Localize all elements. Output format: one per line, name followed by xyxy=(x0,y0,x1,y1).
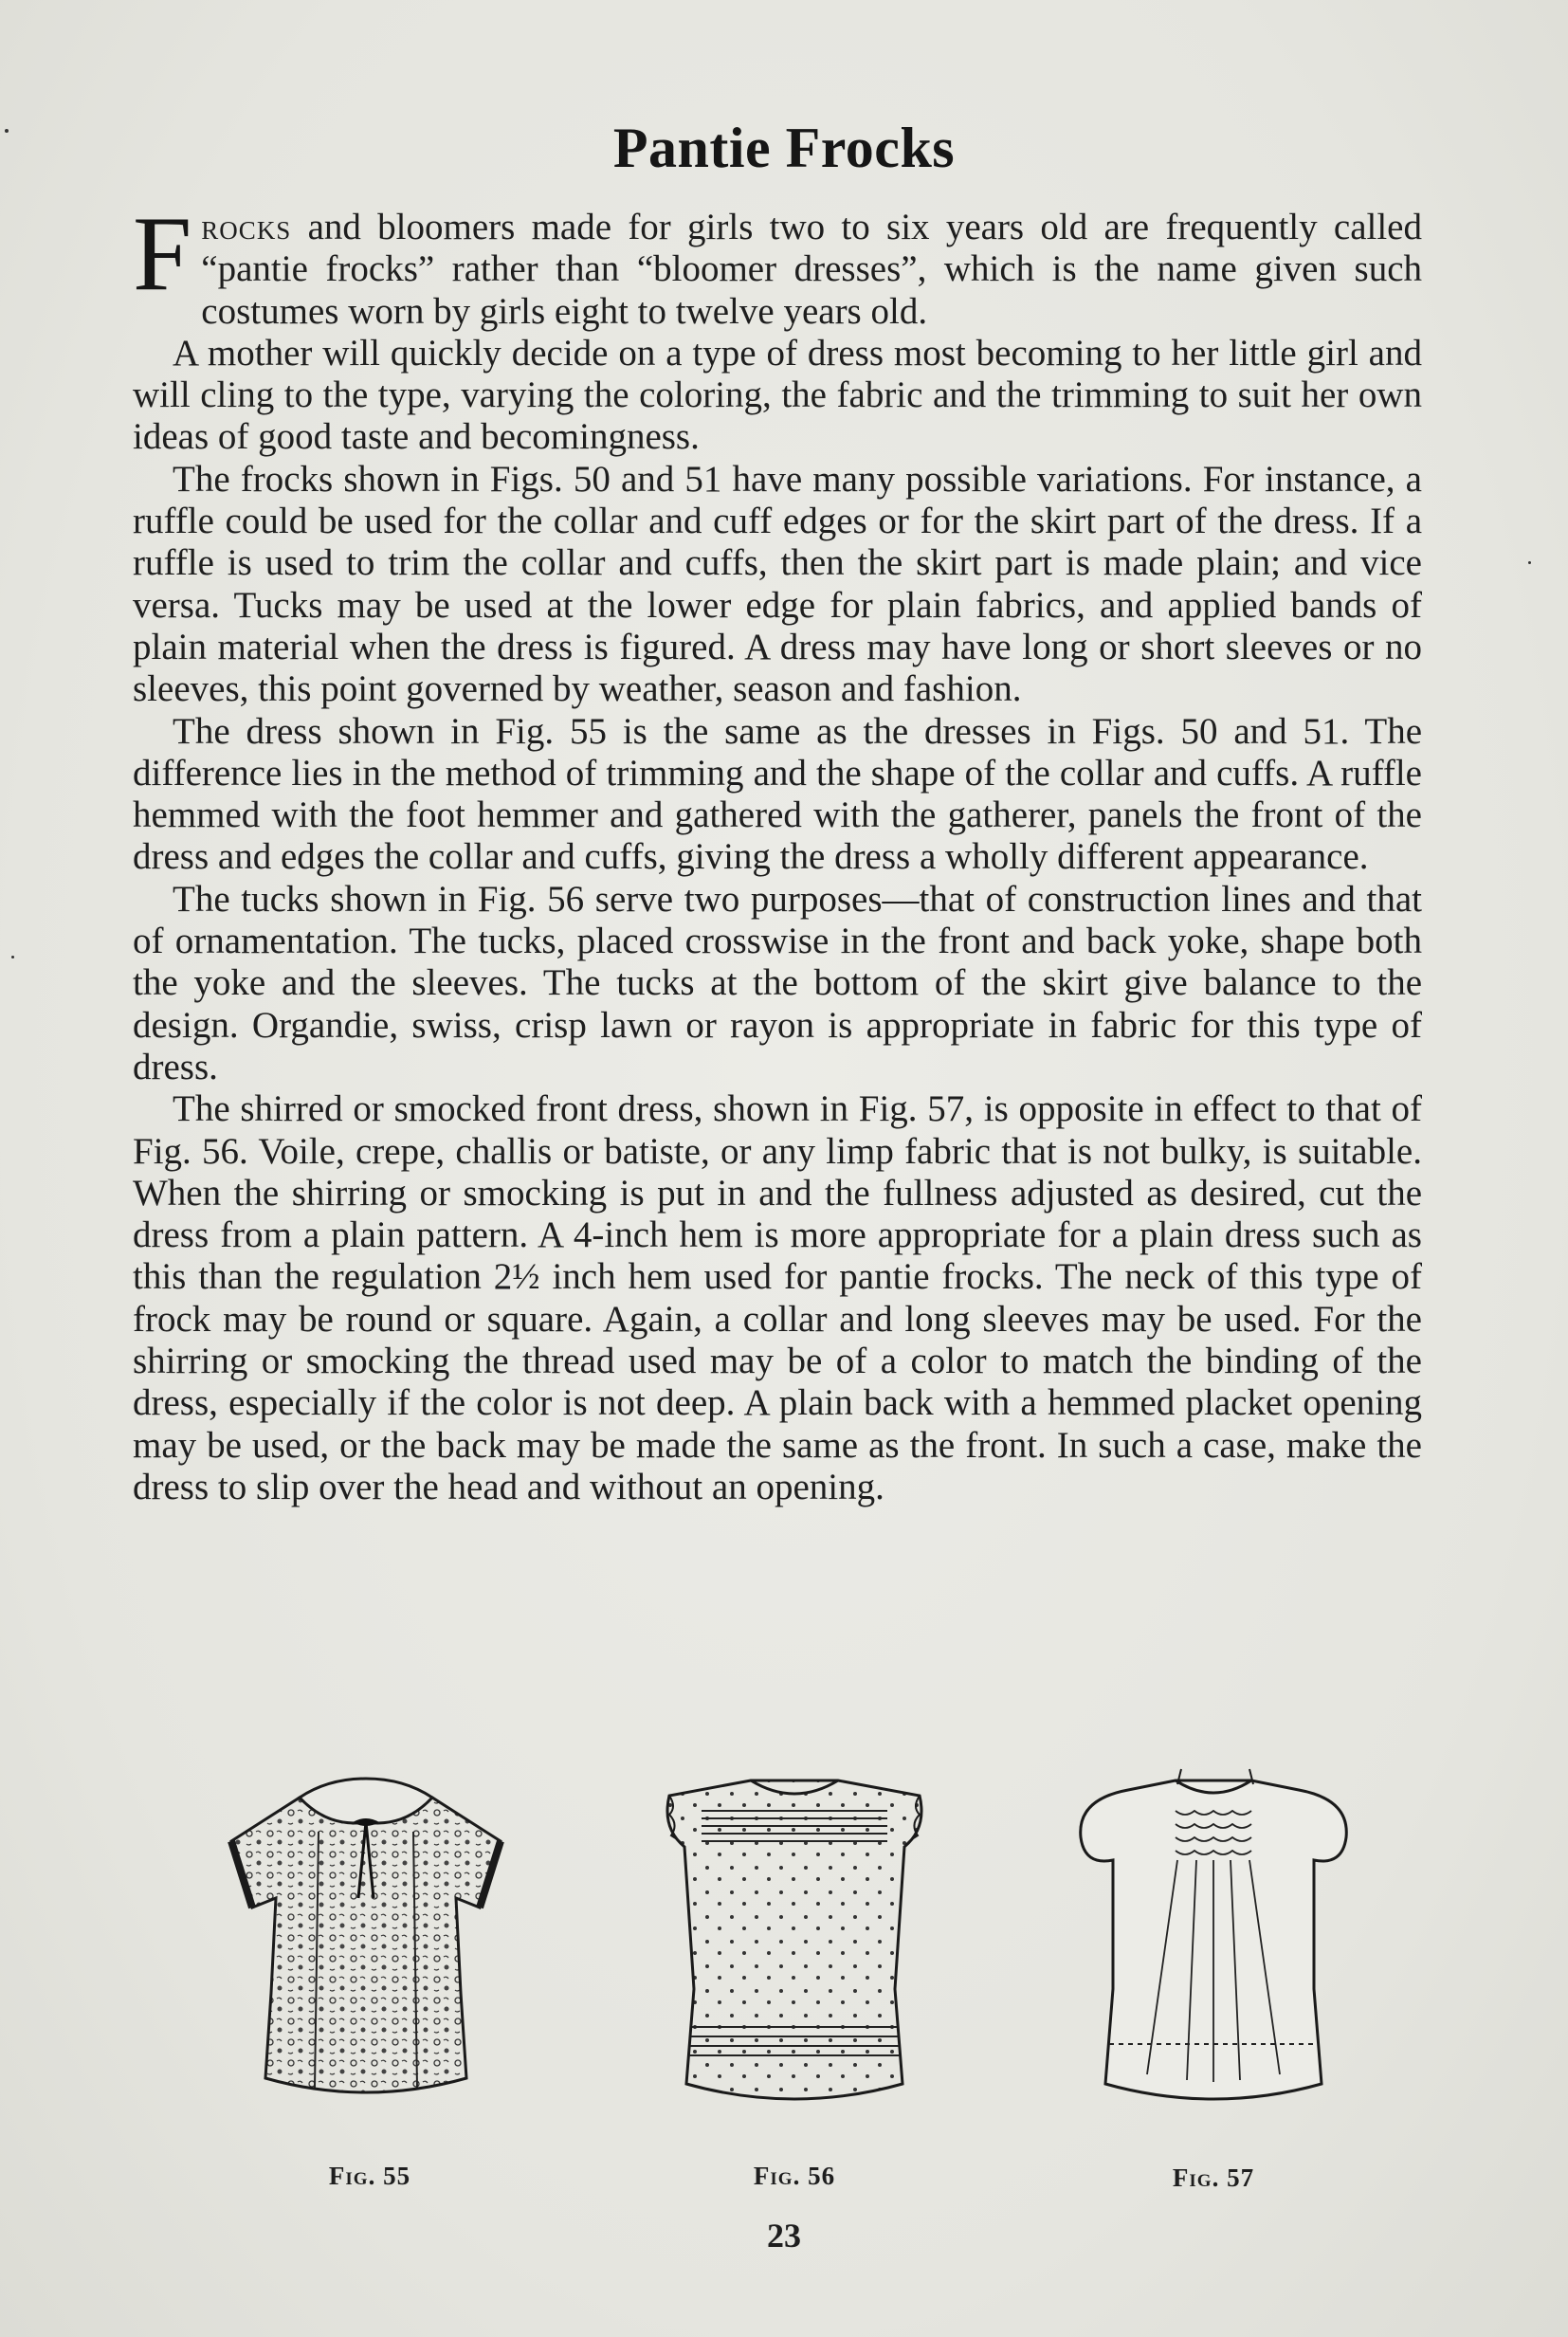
ink-speck xyxy=(1528,561,1531,564)
figure-55-caption: Fig. 55 xyxy=(328,2162,411,2190)
ink-speck xyxy=(5,129,9,133)
floral-dress-illustration-icon xyxy=(224,1765,508,2116)
figure-55 xyxy=(224,1765,508,2190)
page-number: 23 xyxy=(767,2217,801,2255)
paragraph-1-text: and bloomers made for girls two to six years old are frequently called “pantie frocks” rather than “bloomer dresses”, which is the name given such costumes worn by girls eight to twelve years old. xyxy=(201,207,1422,332)
paragraph-1 xyxy=(133,195,1422,333)
figure-56 xyxy=(652,1762,937,2190)
small-caps-word: rocks xyxy=(201,207,292,247)
paragraph-3: The frocks shown in Figs. 50 and 51 have many possible variations. For instance, a ruffle could be used for the collar and cuff edges or for the skirt part of the dress. If a ruffle is used to trim the collar and cuffs, then the skirt part is made plain; and vice versa. Tucks may be used at the lower edge for plain fabrics, and applied bands of plain material when the dress is figured. A dress may have long or short sleeves or no sleeves, this point governed by weather, season and fashion. xyxy=(133,458,1422,710)
paragraph-5: The tucks shown in Fig. 56 serve two purposes—that of construction lines and that of ornamentation. The tucks, placed crosswise in the front and back yoke, shape both the yoke and the sleeves. The tucks at the bottom of the skirt give balance to the design. Organdie, swiss, crisp lawn or rayon is appropriate in fabric for this type of dress. xyxy=(133,878,1422,1087)
drop-cap: F xyxy=(133,195,192,313)
figure-57 xyxy=(1071,1762,1356,2192)
paragraph-4: The dress shown in Fig. 55 is the same as the dresses in Figs. 50 and 51. The difference lies in the method of trimming and the shape of the collar and cuffs. A ruffle hemmed with the foot hemmer and gathered with the gatherer, panels the front of the dress and edges the collar and cuffs, giving the dress a wholly different appearance. xyxy=(133,710,1422,878)
tucked-dotted-dress-illustration-icon xyxy=(652,1762,937,2112)
page-title: Pantie Frocks xyxy=(612,117,956,179)
paragraph-6: The shirred or smocked front dress, shown in Fig. 57, is opposite in effect to that of Fig. 56. Voile, crepe, challis or batiste, or any limp fabric that is not bulky, is suitable. When the shirring or smocking is put in and the fullness adjusted as desired, cut the dress from a plain pattern. A 4-inch hem is more appropriate for a plain dress such as this than the regulation 2½ inch hem used for pantie frocks. The neck of this type of frock may be round or square. Again, a collar and long sleeves may be used. For the shirring or smocking the thread used may be of a color to match the binding of the dress, especially if the color is not deep. A plain back with a hemmed placket opening may be used, or the back may be made the same as the front. In such a case, make the dress to slip over the head and without an opening. xyxy=(133,1088,1422,1507)
ink-speck xyxy=(11,956,14,959)
paragraph-2: A mother will quickly decide on a type of dress most becoming to her little girl and will cling to the type, varying the coloring, the fabric and the trimming to suit her own ideas of good taste and becomingness. xyxy=(133,332,1422,458)
body-text xyxy=(133,195,1422,1508)
smocked-dress-illustration-icon xyxy=(1071,1762,1356,2112)
figure-57-caption: Fig. 57 xyxy=(1172,2164,1255,2192)
figure-56-caption: Fig. 56 xyxy=(753,2162,836,2190)
